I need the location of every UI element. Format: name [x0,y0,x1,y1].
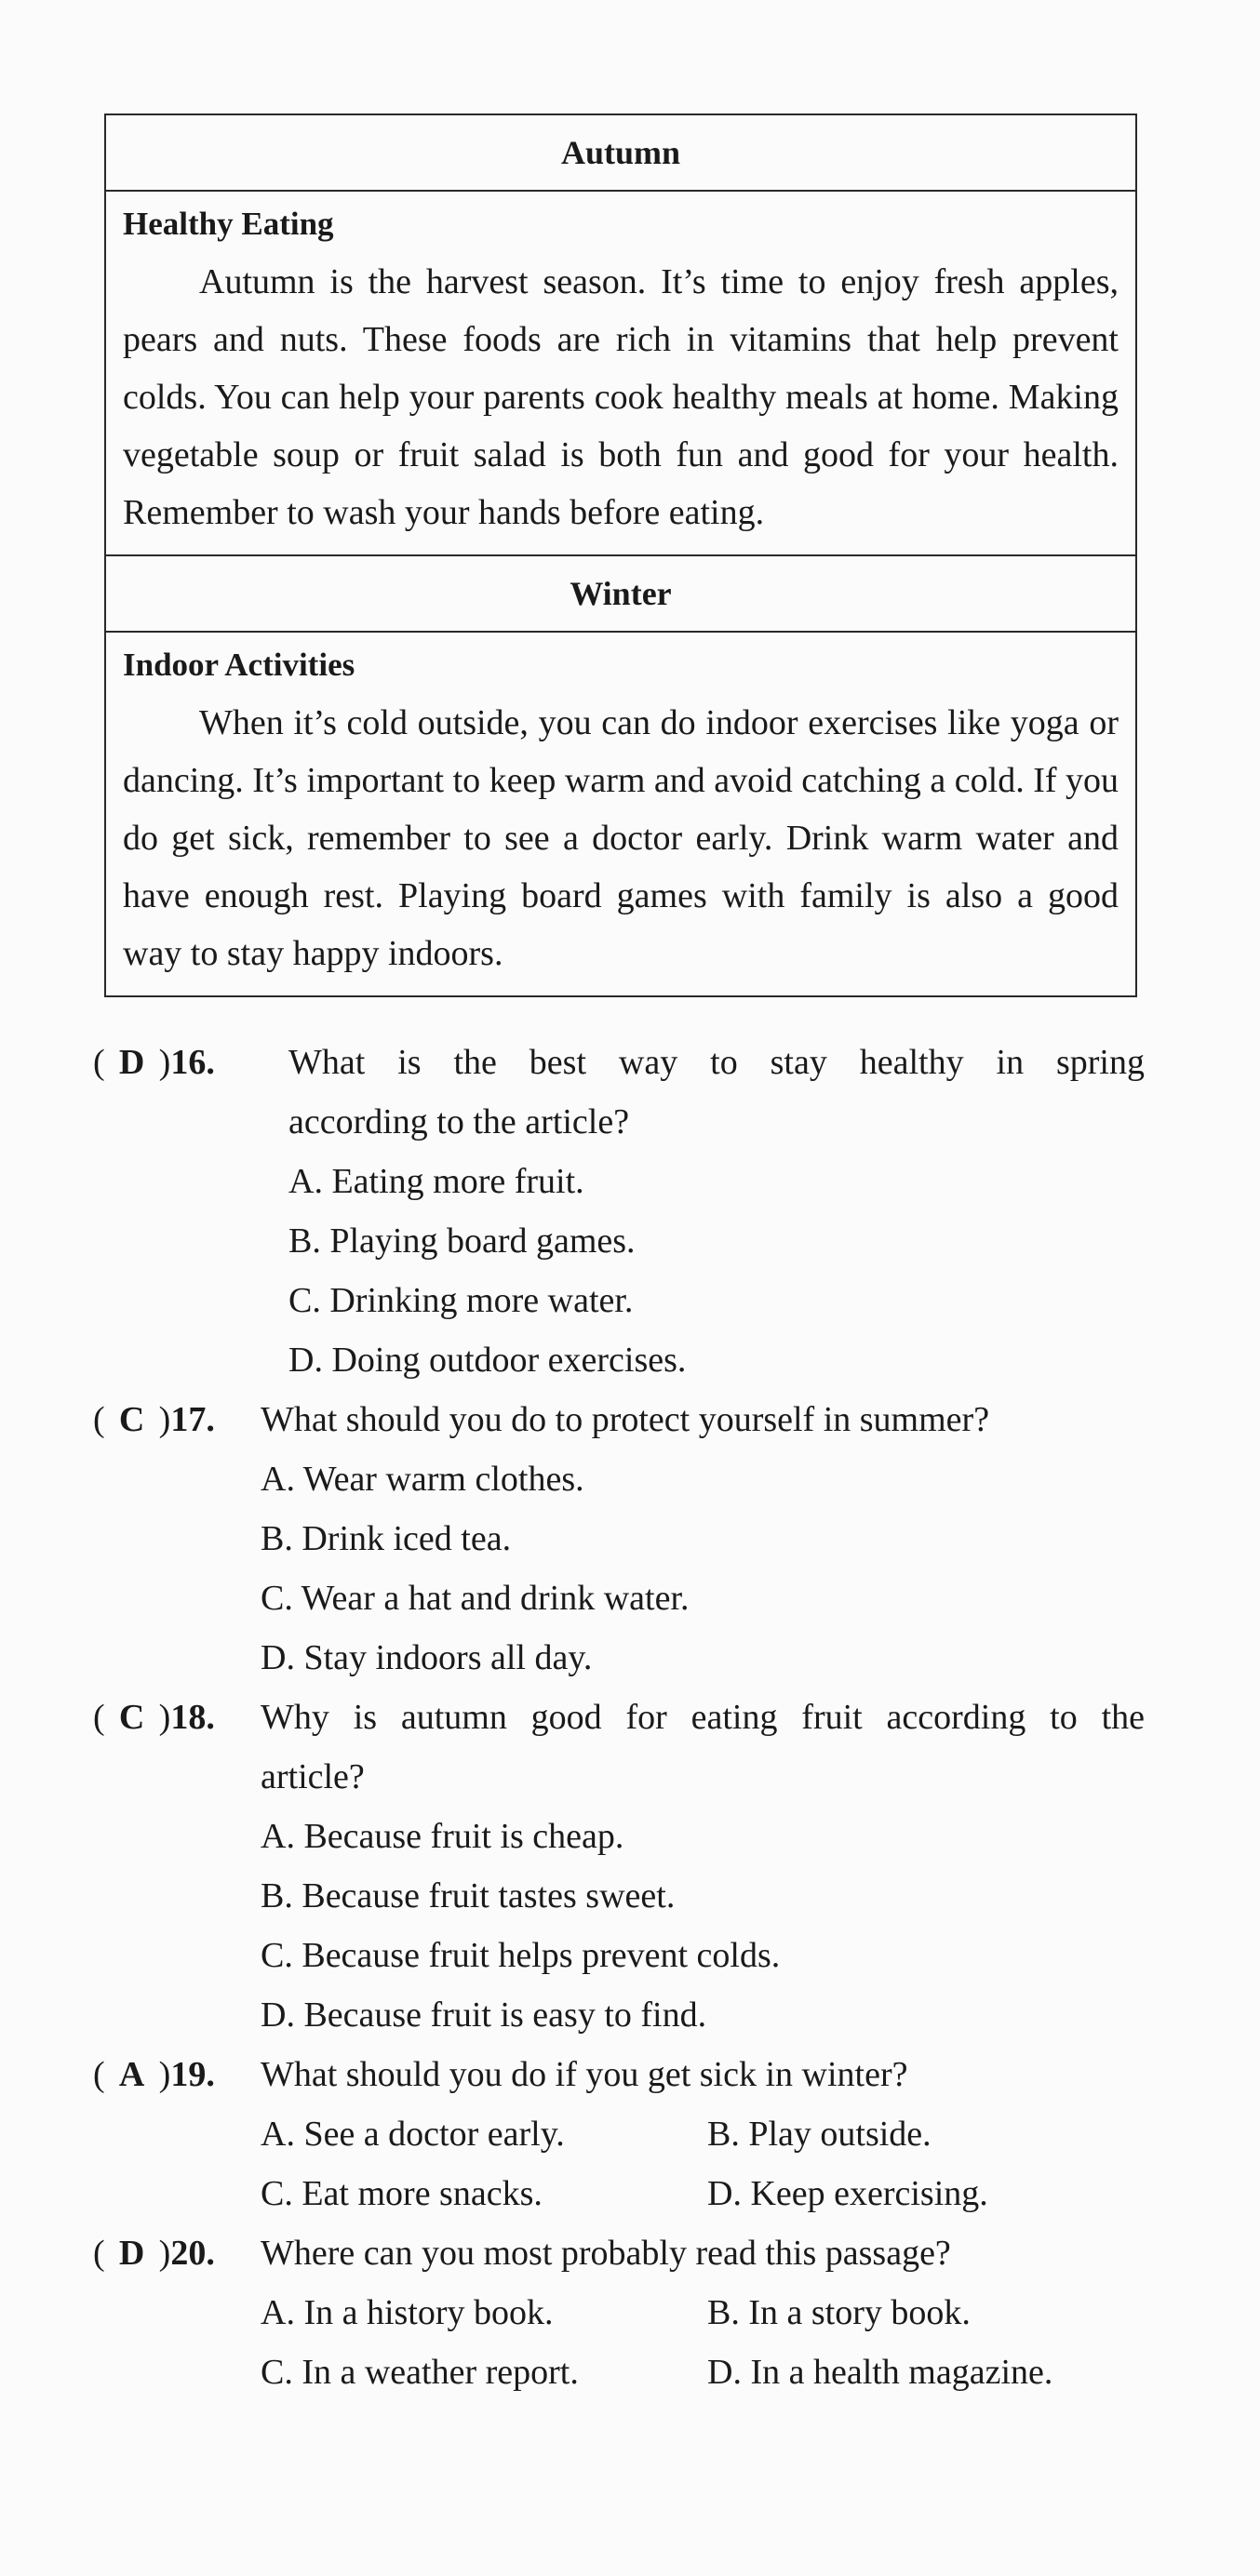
winter-header: Winter [106,556,1135,633]
season-table [104,113,1137,997]
option-c: C. Wear a hat and drink water. [261,1579,690,1618]
option-list [93,2104,1145,2223]
option-a: A. See a doctor early. [261,2115,565,2154]
question-stem: Where can you most probably read this passage? [261,2234,951,2273]
option-a: A. Wear warm clothes. [261,1460,584,1499]
question-17 [93,1390,1145,1688]
question-stem: What should you do to protect yourself in summer? [261,1400,990,1439]
answer-letter: A [118,2055,145,2094]
question-stem: Why is autumn good for eating fruit according to the [261,1698,1145,1737]
question-20 [93,2223,1145,2402]
question-18 [93,1688,1145,2045]
option-a: A. Eating more fruit. [288,1162,584,1201]
option-b: B. In a story book. [707,2293,971,2332]
option-list [93,1449,1145,1688]
option-list [93,1152,1145,1390]
option-b: B. Drink iced tea. [261,1519,512,1558]
autumn-text: Autumn is the harvest season. It’s time to enjoy fresh apples, pears and nuts. These foods are rich in vitamins that help prevent colds. You can help your parents cook healthy meals at home. Making vegetable soup or fruit salad is both fun and good for your health. Remember to wash your hands before eating. [123,262,1119,532]
option-a: A. Because fruit is cheap. [261,1817,624,1856]
option-d: D. Because fruit is easy to find. [261,1995,707,2035]
answer-letter: C [118,1698,145,1737]
option-c: C. Eat more snacks. [261,2174,543,2213]
question-number: 19. [170,2055,215,2094]
option-b: B. Play outside. [707,2115,932,2154]
question-stem-continued: article? [261,1757,365,1796]
option-a: A. In a history book. [261,2293,554,2332]
question-19 [93,2045,1145,2223]
option-b: B. Playing board games. [288,1221,636,1261]
option-c: C. Drinking more water. [288,1281,634,1320]
answer-slot: ( A )19. [93,2045,261,2104]
autumn-header: Autumn [106,115,1135,192]
question-stem: What is the best way to stay healthy in spring [288,1043,1145,1082]
option-d: D. Stay indoors all day. [261,1638,593,1677]
option-c: C. Because fruit helps prevent colds. [261,1936,781,1975]
answer-slot: ( C )18. [93,1688,261,1747]
winter-text: When it’s cold outside, you can do indoor exercises like yoga or dancing. It’s important to keep warm and avoid catching a cold. If you do get sick, remember to see a doctor early. Drink warm water and have enough rest. Playing board games with family is also a good way to stay happy indoors. [123,703,1119,973]
option-list [93,1807,1145,2045]
question-number: 20. [170,2234,215,2273]
question-number: 18. [170,1698,215,1737]
autumn-section [106,192,1135,556]
winter-heading: Indoor Activities [123,647,355,683]
option-d: D. In a health magazine. [707,2353,1053,2392]
option-d: D. Doing outdoor exercises. [288,1341,687,1380]
question-stem-continued: according to the article? [288,1102,630,1141]
question-number: 17. [170,1400,215,1439]
option-c: C. In a weather report. [261,2353,579,2392]
autumn-heading: Healthy Eating [123,206,334,242]
answer-letter: C [118,1400,145,1439]
answer-slot: ( D )16. [93,1033,261,1092]
answer-letter: D [118,2234,145,2273]
question-list [93,1033,1145,2402]
question-number: 16. [170,1043,215,1082]
option-b: B. Because fruit tastes sweet. [261,1876,676,1915]
answer-letter: D [118,1043,145,1082]
winter-section [106,633,1135,995]
answer-slot: ( D )20. [93,2223,261,2283]
question-16 [93,1033,1145,1390]
option-list [93,2283,1145,2402]
question-stem: What should you do if you get sick in winter? [261,2055,908,2094]
option-d: D. Keep exercising. [707,2174,988,2213]
answer-slot: ( C )17. [93,1390,261,1449]
